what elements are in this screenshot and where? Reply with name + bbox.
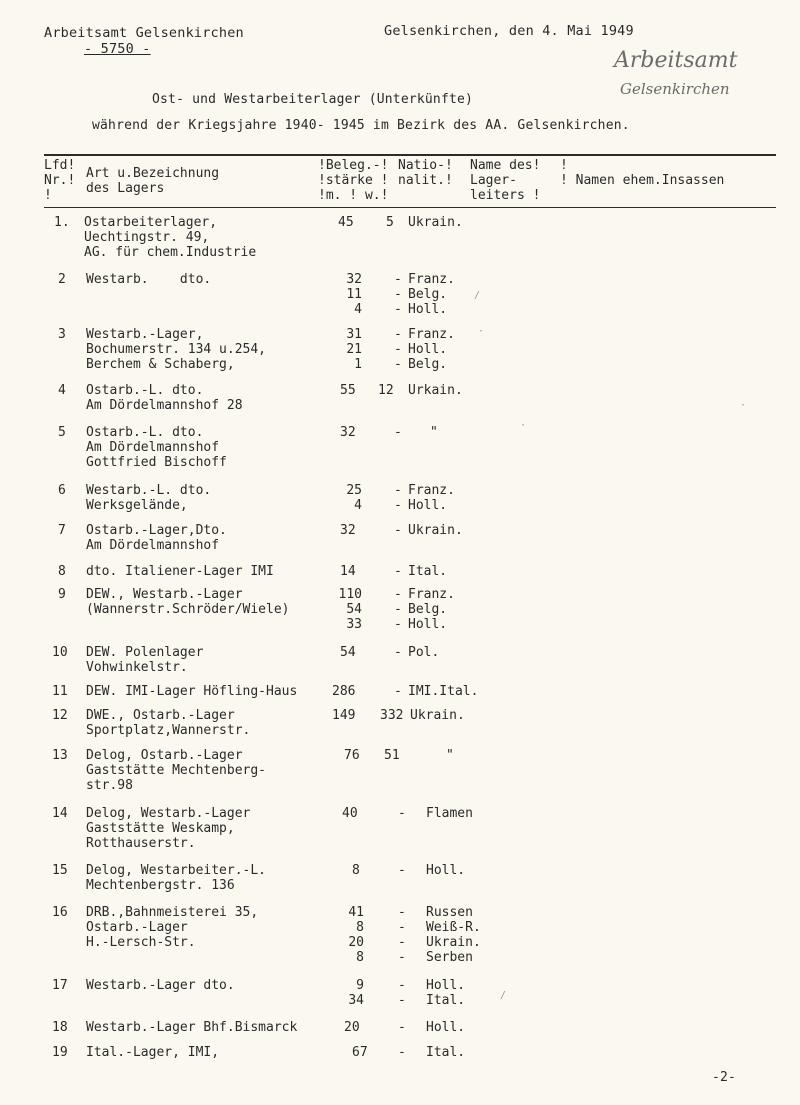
row-desc: Ostarbeiterlager, Uechtingstr. 49, AG. für chem.Industrie [84, 215, 257, 260]
row-nr: 11 [52, 684, 68, 699]
office-stamp-line2: Gelsenkirchen [620, 80, 730, 98]
header-belegstaerke: !Beleg.-! !stärke ! !m. ! w.! [318, 158, 389, 203]
row-nationality: Flamen [426, 806, 473, 821]
row-men: 110 54 33 [338, 587, 362, 632]
row-nr: 3 [58, 327, 66, 342]
row-women: - [394, 564, 402, 579]
row-women: - [394, 425, 402, 440]
row-women: - - [398, 978, 406, 1008]
ink-speck: · [740, 400, 747, 411]
header-nationalitaet: Natio-! nalit.! [398, 158, 453, 188]
row-desc: Westarb.-Lager dto. [86, 978, 235, 993]
page-marker: -2- [712, 1070, 737, 1085]
row-desc: dto. Italiener-Lager IMI [86, 564, 274, 579]
row-nationality: Urkain. [408, 383, 463, 398]
row-women: 5 [386, 215, 394, 230]
row-nr: 8 [58, 564, 66, 579]
row-men: 14 [340, 564, 356, 579]
row-nationality: Holl. [426, 1020, 466, 1035]
header-lagerleiter: Name des! Lager- leiters ! [470, 158, 541, 203]
row-desc: Ital.-Lager, IMI, [86, 1045, 220, 1060]
row-desc: DWE., Ostarb.-Lager Sportplatz,Wannerstr. [86, 708, 251, 738]
row-nationality: Ukrain. [410, 708, 465, 723]
row-desc: Westarb.-Lager Bhf.Bismarck [86, 1020, 298, 1035]
row-men: 76 [344, 748, 360, 763]
row-desc: Westarb.-Lager, Bochumerstr. 134 u.254, Berchem & Schaberg, [86, 327, 267, 372]
row-men: 45 [338, 215, 354, 230]
row-men: 9 34 [348, 978, 364, 1008]
row-nr: 2 [58, 272, 66, 287]
row-men: 32 [340, 425, 356, 440]
row-nr: 13 [52, 748, 68, 763]
row-nr: 14 [52, 806, 68, 821]
header-lfd-nr: Lfd! Nr.! ! [44, 158, 76, 203]
ink-speck: · [520, 420, 527, 431]
row-women: - [394, 684, 402, 699]
row-nr: 5 [58, 425, 66, 440]
row-women: - - - [394, 327, 402, 372]
row-women: - [398, 1020, 406, 1035]
row-men: 25 4 [346, 483, 362, 513]
row-nationality: Holl. [426, 863, 466, 878]
row-nationality: Ital. [408, 564, 448, 579]
row-desc: Ostarb.-L. dto. Am Dördelmannshof 28 [86, 383, 243, 413]
row-nr: 4 [58, 383, 66, 398]
row-men: 54 [340, 645, 356, 660]
row-women: - [394, 645, 402, 660]
row-nr: 15 [52, 863, 68, 878]
row-women: - - - [394, 587, 402, 632]
row-men: 286 [332, 684, 356, 699]
row-desc: Westarb. dto. [86, 272, 212, 287]
ink-speck: / [500, 990, 507, 1001]
row-women: - [398, 1045, 406, 1060]
row-nr: 18 [52, 1020, 68, 1035]
row-women: 332 [380, 708, 404, 723]
office-name: Arbeitsamt Gelsenkirchen [44, 25, 244, 41]
row-desc: Delog, Westarbeiter.-L. Mechtenbergstr. 136 [86, 863, 267, 893]
row-men: 32 11 4 [346, 272, 362, 317]
row-nationality: Franz. Holl. [408, 483, 455, 513]
row-men: 55 [340, 383, 356, 398]
row-men: 40 [342, 806, 358, 821]
row-desc: DEW. Polenlager Vohwinkelstr. [86, 645, 204, 675]
row-women: - - - - [398, 905, 406, 965]
row-women: - [398, 806, 406, 821]
row-nr: 16 [52, 905, 68, 920]
row-men: 149 [332, 708, 356, 723]
row-nationality: Russen Weiß-R. Ukrain. Serben [426, 905, 481, 965]
row-nationality: IMI.Ital. [408, 684, 479, 699]
row-nationality: Ukrain. [408, 523, 463, 538]
row-men: 20 [344, 1020, 360, 1035]
title-line1: Ost- und Westarbeiterlager (Unterkünfte) [152, 92, 474, 107]
table-header-rule [44, 207, 776, 208]
row-women: - - [394, 483, 402, 513]
row-nr: 17 [52, 978, 68, 993]
row-nr: 9 [58, 587, 66, 602]
row-nr: 19 [52, 1045, 68, 1060]
header-insassen: ! ! Namen ehem.Insassen [560, 158, 725, 188]
row-women: - - - [394, 272, 402, 317]
row-men: 8 [352, 863, 360, 878]
row-nationality: Pol. [408, 645, 440, 660]
row-desc: Ostarb.-L. dto. Am Dördelmannshof Gottfried Bischoff [86, 425, 227, 470]
row-nationality: Franz. Belg. Holl. [408, 272, 455, 317]
row-desc: DEW. IMI-Lager Höfling-Haus [86, 684, 298, 699]
row-desc: DRB.,Bahnmeisterei 35, Ostarb.-Lager H.-Lersch-Str. [86, 905, 259, 950]
row-women: 51 [384, 748, 400, 763]
row-nationality: Franz. Holl. Belg. [408, 327, 455, 372]
row-women: - [398, 863, 406, 878]
row-nationality: Ukrain. [408, 215, 463, 230]
place-date: Gelsenkirchen, den 4. Mai 1949 [384, 23, 634, 39]
row-men: 32 [340, 523, 356, 538]
row-desc: DEW., Westarb.-Lager (Wannerstr.Schröder/Wiele) [86, 587, 290, 617]
row-desc: Westarb.-L. dto. Werksgelände, [86, 483, 212, 513]
ink-speck: / [474, 290, 481, 301]
row-nationality: " [430, 425, 438, 440]
row-nationality: Franz. Belg. Holl. [408, 587, 455, 632]
row-desc: Ostarb.-Lager,Dto. Am Dördelmannshof [86, 523, 227, 553]
row-men: 31 21 1 [346, 327, 362, 372]
row-nr: 7 [58, 523, 66, 538]
office-stamp-line1: Arbeitsamt [614, 48, 738, 73]
row-nr: 1. [54, 215, 70, 230]
row-men: 67 [352, 1045, 368, 1060]
file-number: - 5750 - [84, 41, 151, 57]
table-top-rule [44, 154, 776, 156]
row-nationality: " [446, 748, 454, 763]
row-desc: Delog, Ostarb.-Lager Gaststätte Mechtenberg- str.98 [86, 748, 267, 793]
title-line2: während der Kriegsjahre 1940- 1945 im Bezirk des AA. Gelsenkirchen. [92, 118, 630, 133]
row-women: - [394, 523, 402, 538]
row-nationality: Holl. Ital. [426, 978, 466, 1008]
row-men: 41 8 20 8 [348, 905, 364, 965]
row-desc: Delog, Westarb.-Lager Gaststätte Weskamp, Rotthauserstr. [86, 806, 251, 851]
row-nr: 12 [52, 708, 68, 723]
row-nr: 6 [58, 483, 66, 498]
row-nr: 10 [52, 645, 68, 660]
ink-speck: · [478, 326, 485, 337]
row-nationality: Ital. [426, 1045, 466, 1060]
header-art: Art u.Bezeichnung des Lagers [86, 166, 220, 196]
row-women: 12 [378, 383, 394, 398]
